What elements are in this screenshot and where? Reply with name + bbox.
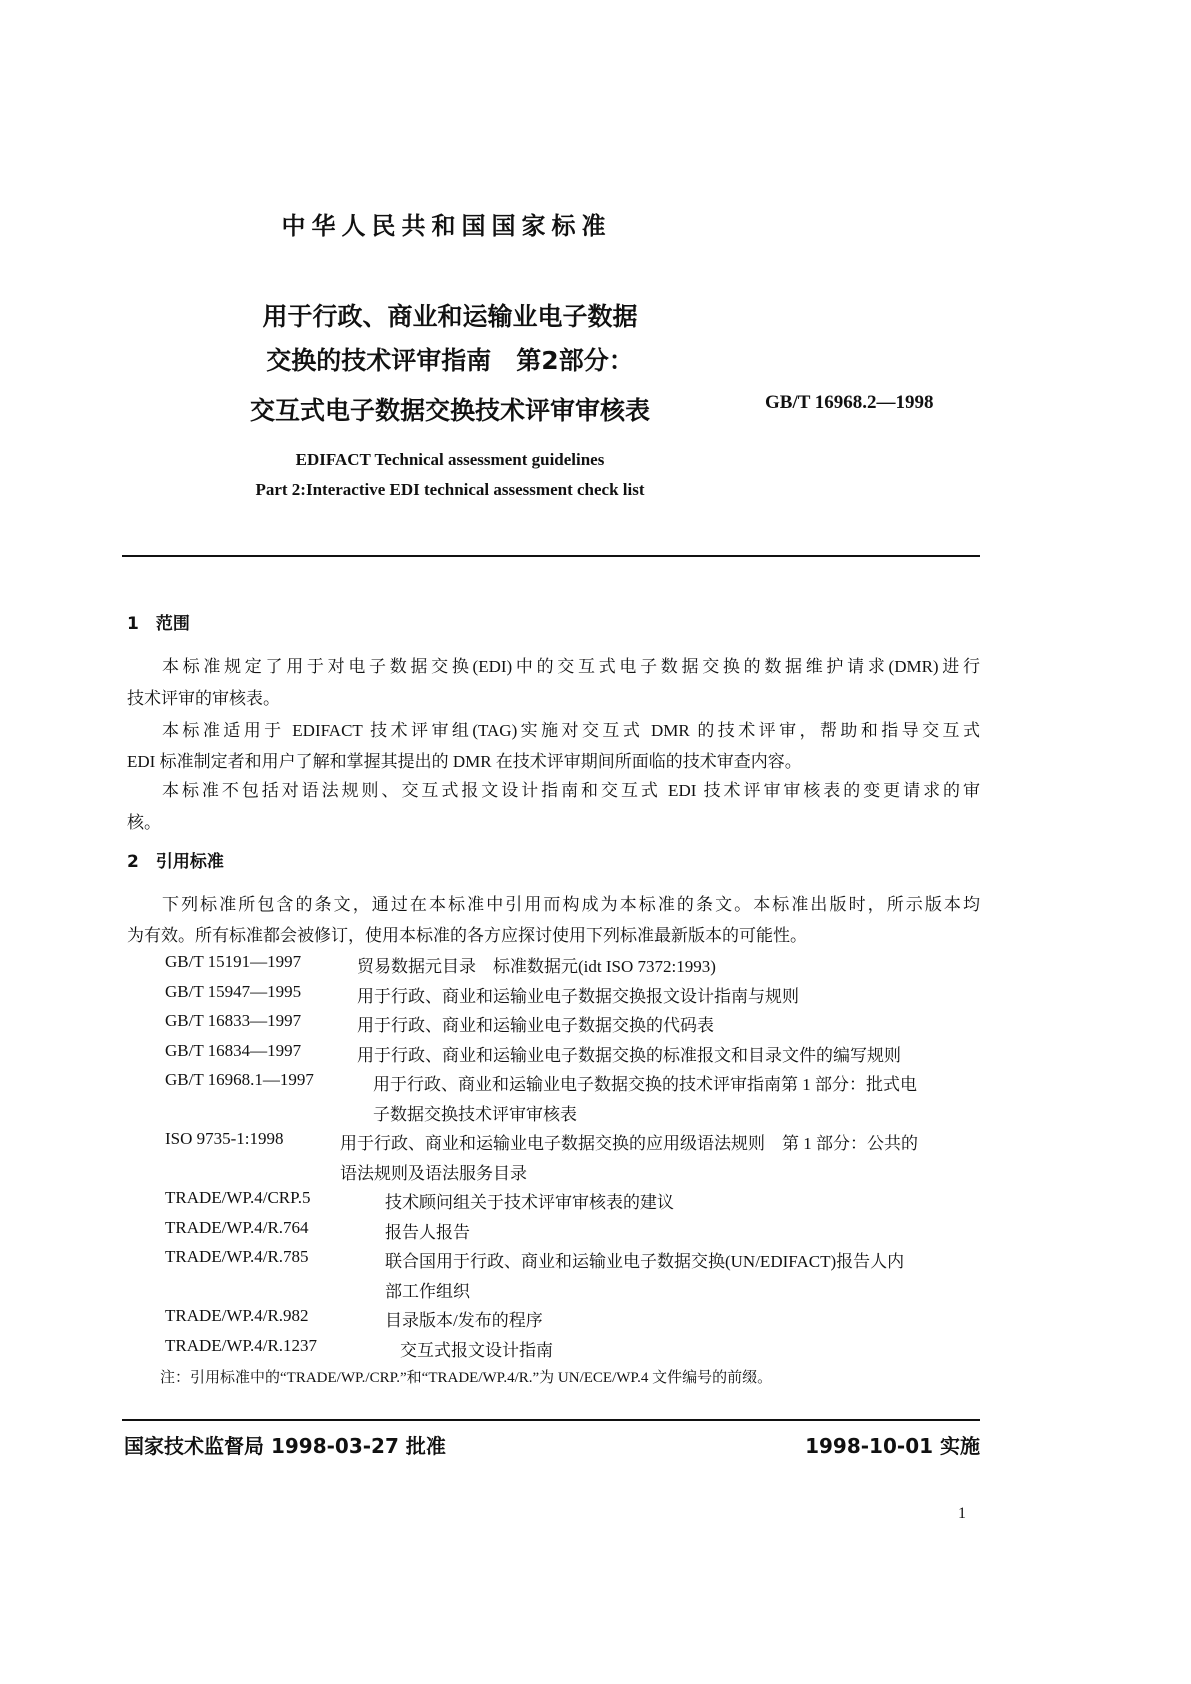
reference-code: GB/T 15947—1995 [165, 981, 302, 1001]
reference-code: GB/T 16834—1997 [165, 1040, 302, 1060]
section-1-text: 技术评审的审核表。 [127, 689, 280, 708]
section-1-text: 核。 [127, 813, 161, 832]
title-cn-line-1: 用于行政、商业和运输业电子数据 [262, 302, 638, 331]
reference-title: 贸易数据元目录 标准数据元(idt ISO 7372:1993) [357, 957, 716, 976]
page-number: 1 [958, 1505, 966, 1522]
reference-code: GB/T 15191—1997 [165, 952, 302, 971]
reference-title: 用于行政、商业和运输业电子数据交换的代码表 [357, 1016, 714, 1035]
section-2-heading: 2 引用标准 [127, 852, 224, 872]
reference-title: 交互式报文设计指南 [400, 1340, 553, 1360]
footer-divider [122, 1419, 980, 1421]
section-1-text: 本标准适用于 EDIFACT 技术评审组(TAG)实施对交互式 DMR 的技术评审，帮助和指导交互式 [162, 721, 980, 740]
reference-title: 用于行政、商业和运输业电子数据交换的应用级语法规则 第 1 部分：公共的 [340, 1134, 918, 1153]
title-cn-line-2: 交换的技术评审指南 第2部分： [266, 346, 634, 375]
reference-title: 联合国用于行政、商业和运输业电子数据交换(UN/EDIFACT)报告人内 [385, 1252, 905, 1271]
standard-code: GB/T 16968.2—1998 [765, 392, 934, 413]
reference-code: GB/T 16833—1997 [165, 1011, 302, 1030]
reference-code: TRADE/WP.4/R.982 [165, 1306, 309, 1325]
title-en-line-1: EDIFACT Technical assessment guidelines [295, 450, 605, 469]
section-1-text: EDI 标准制定者和用户了解和掌握其提出的 DMR 在技术评审期间所面临的技术审查内容。 [127, 752, 802, 771]
title-en-line-2: Part 2:Interactive EDI technical assessment check list [255, 480, 645, 499]
section-2-text: 为有效。所有标准都会被修订，使用本标准的各方应探讨使用下列标准最新版本的可能性。 [127, 926, 807, 945]
title-cn-line-3: 交互式电子数据交换技术评审审核表 [249, 396, 650, 425]
reference-title: 报告人报告 [385, 1222, 470, 1242]
reference-note: 注：引用标准中的“TRADE/WP./CRP.”和“TRADE/WP.4/R.”为 UN/ECE/WP.4 文件编号的前缀。 [160, 1370, 773, 1386]
header-divider [122, 555, 980, 557]
section-2-text: 下列标准所包含的条文，通过在本标准中引用而构成为本标准的条文。本标准出版时，所示版本均 [162, 895, 980, 914]
reference-title: 部工作组织 [385, 1281, 470, 1301]
reference-title: 用于行政、商业和运输业电子数据交换报文设计指南与规则 [357, 986, 799, 1006]
reference-title: 技术顾问组关于技术评审审核表的建议 [385, 1193, 674, 1212]
reference-title: 目录版本/发布的程序 [385, 1311, 543, 1330]
effective-date: 1998-10-01 实施 [805, 1434, 980, 1458]
reference-title: 用于行政、商业和运输业电子数据交换的技术评审指南第 1 部分：批式电 [373, 1075, 917, 1094]
reference-code: TRADE/WP.4/R.785 [165, 1247, 309, 1266]
reference-code: ISO 9735-1:1998 [165, 1129, 284, 1148]
reference-code: TRADE/WP.4/R.764 [165, 1217, 309, 1237]
reference-code: TRADE/WP.4/R.1237 [165, 1335, 318, 1355]
section-1-text: 本标准规定了用于对电子数据交换(EDI)中的交互式电子数据交换的数据维护请求(DMR)进行 [162, 657, 980, 676]
reference-code: TRADE/WP.4/CRP.5 [165, 1188, 311, 1207]
reference-title: 用于行政、商业和运输业电子数据交换的标准报文和目录文件的编写规则 [357, 1045, 901, 1065]
approval-date: 国家技术监督局 1998-03-27 批准 [124, 1434, 446, 1458]
section-1-heading: 1 范围 [127, 614, 190, 634]
reference-code: GB/T 16968.1—1997 [165, 1070, 314, 1089]
section-1-text: 本标准不包括对语法规则、交互式报文设计指南和交互式 EDI 技术评审审核表的变更请求的审 [162, 781, 980, 800]
reference-title: 语法规则及语法服务目录 [340, 1163, 527, 1183]
national-standard-header: 中华人民共和国国家标准 [281, 212, 612, 240]
reference-title: 子数据交换技术评审审核表 [373, 1104, 577, 1124]
